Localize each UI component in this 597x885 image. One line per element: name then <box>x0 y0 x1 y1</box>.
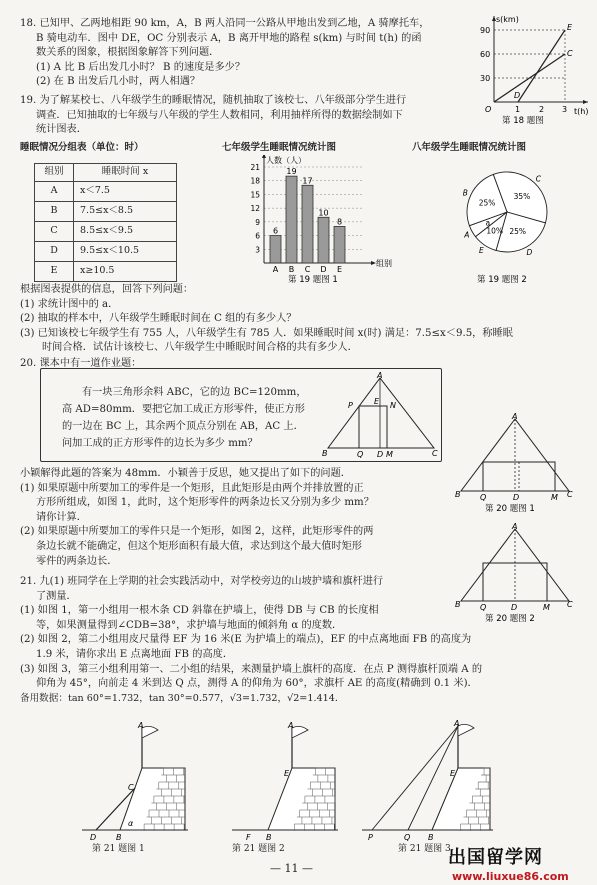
flag <box>292 726 308 738</box>
point-label: M <box>386 450 393 458</box>
bar-value-label: 8 <box>336 217 343 227</box>
table-row <box>35 202 177 222</box>
q18-line: (2) 在 B 出发后几小时，两人相遇？ <box>36 76 201 88</box>
y-tick-label: 18 <box>250 176 260 186</box>
q21-line: (3) 如图 3，第三小组利用第一、二小组的结果，来测量护墙上旗杆的高度．在点 P 测得旗杆顶端 A 的 <box>20 663 483 675</box>
table-row <box>35 262 177 282</box>
scroll-box-text <box>62 384 332 452</box>
table-cell: A <box>35 182 74 202</box>
point-label: P <box>348 401 353 410</box>
pie-category-label: A <box>464 230 470 240</box>
sleep-group-table <box>34 163 177 282</box>
table-cell: D <box>35 242 74 262</box>
bar-value-label: 17 <box>302 176 313 186</box>
bar <box>334 226 345 263</box>
pie-slice-label: 25% <box>509 227 527 237</box>
q20-line: (1) 如果原题中所要加工的零件是一个矩形，且此矩形是由两个并排放置的正 <box>20 482 364 494</box>
point-label: O <box>485 105 492 114</box>
q21-text <box>20 575 585 706</box>
tick-label: 60 <box>480 50 491 59</box>
bar <box>318 217 329 263</box>
q18-ylabel: s(km) <box>496 15 519 24</box>
x-tick-label: D <box>320 265 327 274</box>
q20-line: (2) 如果原题中所要加工的零件只是一个矩形，如图 2，这样，此矩形零件的两 <box>20 526 374 538</box>
point-label: Q <box>480 493 487 502</box>
table-cell: 8.5≤x＜9.5 <box>74 222 177 242</box>
table-cell: B <box>35 202 74 222</box>
q20-line: 零件的两条边长． <box>36 555 118 567</box>
q19-questions <box>20 283 580 356</box>
x-tick-label: C <box>304 265 311 274</box>
y-tick-label: 21 <box>250 163 260 172</box>
q18-caption: 第 18 题图 <box>502 116 544 125</box>
y-axis-label: 人数（人） <box>266 156 306 165</box>
q19-line: 调查．已知抽取的七年级与八年级的学生人数相同，利用抽样所得的数据绘制如下 <box>36 109 403 121</box>
q21-caption-2: 第 21 题图 2 <box>232 844 285 854</box>
wall <box>432 768 490 830</box>
point-label: E <box>374 397 380 406</box>
q21-figure-1 <box>80 720 190 855</box>
point-label: Q <box>357 450 364 458</box>
point-label: Q <box>480 603 487 612</box>
point-label: A <box>377 371 383 380</box>
point-label: A <box>454 719 460 728</box>
point-label: E <box>450 769 456 778</box>
table-cell: E <box>35 262 74 282</box>
point-label: D <box>377 450 384 458</box>
box-line: 高 AD=80mm．要把它加工成正方形零件，使正方形 <box>62 404 305 415</box>
table-row <box>35 222 177 242</box>
q21-caption-3: 第 21 题图 3 <box>398 844 451 854</box>
q20-figure-1 <box>455 413 575 513</box>
q19-line: (2) 抽取的样本中，八年级学生睡眠时间在 C 组的有多少人？ <box>20 313 297 325</box>
angle-label: α <box>128 819 134 828</box>
q19-line: 19. 为了解某校七、八年级学生的睡眠情况，随机抽取了该校七、八年级部分学生进行 <box>20 95 407 106</box>
pie-category-label: C <box>535 174 541 184</box>
box-line: 问加工成的正方形零件的边长为多少 mm？ <box>62 438 258 449</box>
q18-line: 18. 已知甲、乙两地相距 90 km，A，B 两人沿同一公路从甲地出发到乙地，A 骑摩托车， <box>20 18 430 29</box>
point-label: C <box>432 449 438 458</box>
point-label: B <box>322 449 328 458</box>
point-label: F <box>246 833 251 842</box>
q19-line: 根据图表提供的信息，回答下列问题： <box>20 284 194 295</box>
table-cell: 9.5≤x＜10.5 <box>74 242 177 262</box>
pie-slice-label: a <box>485 218 491 228</box>
q21-figure-2 <box>230 720 340 855</box>
point-label: C <box>567 600 573 609</box>
bar-value-label: 19 <box>286 167 297 177</box>
tick-label: 3 <box>562 105 568 114</box>
bar <box>270 236 281 263</box>
point-label: D <box>511 603 518 612</box>
q18-line: 数关系的图象，根据图象解答下列问题． <box>36 47 220 59</box>
point-label: D <box>514 91 521 100</box>
q21-figure-3 <box>360 718 495 855</box>
point-label: Q <box>404 833 411 842</box>
point-label: D <box>90 833 97 842</box>
bar <box>302 185 313 263</box>
q18-line: B 骑电动车．图中 DE，OC 分别表示 A，B 离开甲地的路程 s(km) 与时间 t(h) 的函 <box>36 32 422 44</box>
q19-line: (1) 求统计图中的 a． <box>20 298 119 310</box>
y-tick-label: 6 <box>255 231 260 241</box>
tick-label: 30 <box>480 74 491 83</box>
watermark-url: www.liuxue86.com <box>452 870 569 883</box>
table-cell: x≥10.5 <box>74 262 177 282</box>
point-label: B <box>455 490 461 499</box>
q19-line: (3) 已知该校七年级学生有 755 人，八年级学生有 785 人．如果睡眠时间 x(时) 满足：7.5≤x＜9.5，称睡眠 <box>20 327 513 339</box>
flag <box>458 724 474 736</box>
box-line: 有一块三角形余料 ABC，它的边 BC=120mm， <box>82 387 307 398</box>
q21-line: (2) 如图 2，第二小组用皮尺量得 EF 为 16 米(E 为护墙上的端点)，EF 的中点离地面 FB 的高度为 <box>20 634 472 646</box>
table-row <box>35 182 177 202</box>
tick-label: 90 <box>480 26 491 35</box>
point-label: P <box>368 833 373 842</box>
bar-chart-title: 七年级学生睡眠情况统计图 <box>222 142 337 153</box>
q20-line: 小颖解得此题的答案为 48mm．小颖善于反思，她又提出了如下的问题． <box>20 468 351 479</box>
point-label: C <box>567 49 573 58</box>
q21-line: (1) 如图 1，第一小组用一根木条 CD 斜靠在护墙上，使得 DB 与 CB 的长度相 <box>20 605 379 617</box>
x-tick-label: B <box>288 265 295 274</box>
table-cell: 7.5≤x＜8.5 <box>74 202 177 222</box>
pie-chart <box>455 160 585 285</box>
q20-body <box>20 467 460 569</box>
q21-line: 了测量． <box>36 590 77 602</box>
q20-box-figure <box>322 370 440 458</box>
page-number: — 11 — <box>270 862 313 875</box>
x-tick-label: E <box>336 265 343 274</box>
y-tick-label: 9 <box>255 217 260 227</box>
q21-line: 备用数据：tan 60°=1.732，tan 30°=0.577，√3=1.732，√2=1.414． <box>20 692 345 704</box>
flag <box>142 726 158 738</box>
q20-line: 方形所组成，如图 1，此时，这个矩形零件的两条边长又分别为多少 mm？ <box>36 497 374 509</box>
q19-line: 统计图表． <box>36 124 87 136</box>
point-label: E <box>567 23 573 32</box>
q20-head: 20. 课本中有一道作业题： <box>20 358 142 369</box>
pie-slice-label: 25% <box>478 198 496 208</box>
q18-text <box>20 17 470 90</box>
table-cell: x＜7.5 <box>74 182 177 202</box>
point-label: B <box>266 833 272 842</box>
q21-line: 1.9 米，请你求出 E 点离地面 FB 的高度． <box>36 648 234 660</box>
tick-label: 1 <box>515 105 521 114</box>
q21-caption-1: 第 21 题图 1 <box>92 844 145 854</box>
point-label: N <box>390 401 396 410</box>
q20-caption-1: 第 20 题图 1 <box>485 504 535 513</box>
point-label: B <box>455 600 461 609</box>
q20-line: 条边长就不能确定，但这个矩形面积有最大值，求达到这个最大值时矩形 <box>36 540 362 552</box>
point-label: M <box>543 603 550 612</box>
q20-line: 请你计算． <box>36 511 87 523</box>
pie-slice-label: 35% <box>513 191 531 201</box>
point-label: M <box>551 493 558 502</box>
bar-value-label: 10 <box>318 208 329 218</box>
point-label: B <box>116 833 122 842</box>
y-tick-label: 15 <box>250 190 260 200</box>
point-label: A <box>512 413 518 421</box>
q21-line: 等，如果测量得到∠CDB=38°，求护墙与地面的倾斜角 α 的度数． <box>36 619 343 631</box>
q19-line: 时间合格．试估计该校七、八年级学生中睡眠时间合格的共有多少人． <box>42 342 358 354</box>
x-tick-label: A <box>272 265 279 274</box>
table-header: 组别 <box>35 164 74 182</box>
bar-chart <box>238 155 398 285</box>
q18-xlabel: t(h) <box>574 107 589 116</box>
pie-slice-label: 10% <box>486 226 504 236</box>
pie-chart-title: 八年级学生睡眠情况统计图 <box>412 142 527 153</box>
q19-text <box>20 94 580 138</box>
q20-caption-2: 第 20 题图 2 <box>485 614 535 623</box>
watermark-title: 出国留学网 <box>448 847 543 868</box>
point-label: C <box>567 490 573 499</box>
pie-category-label: E <box>478 246 484 256</box>
table-title: 睡眠情况分组表（单位：时） <box>20 142 144 153</box>
bar <box>286 176 297 263</box>
bar-value-label: 6 <box>272 226 279 236</box>
pie-category-label: D <box>526 248 533 258</box>
point-label: E <box>284 769 290 778</box>
q21-line: 21. 九(1) 班同学在上学期的社会实践活动中，对学校旁边的山坡护墙和旗杆进行 <box>20 576 384 587</box>
pie-category-label: B <box>462 188 468 198</box>
point-label: A <box>288 721 294 730</box>
bar-chart-caption: 第 19 题图 1 <box>288 275 338 285</box>
q18-line: (1) A 比 B 后出发几小时？ B 的速度是多少？ <box>36 61 246 73</box>
y-tick-label: 3 <box>255 245 260 255</box>
y-tick-label: 12 <box>250 204 260 214</box>
table-cell: C <box>35 222 74 242</box>
table-header-row <box>35 164 177 182</box>
q21-line: 仰角为 45°，向前走 4 米到达 Q 点，测得 A 的仰角为 60°，求旗杆 AE 的高度(精确到 0.1 米)． <box>36 678 478 690</box>
pie-chart-caption: 第 19 题图 2 <box>477 275 527 285</box>
point-label: A <box>512 523 518 531</box>
point-label: A <box>138 721 144 730</box>
table-header: 睡眠时间 x <box>74 164 177 182</box>
tick-label: 2 <box>539 105 545 114</box>
x-axis-label: 组别 <box>376 259 392 268</box>
point-label: C <box>128 783 134 792</box>
table-row <box>35 242 177 262</box>
point-label: D <box>513 493 520 502</box>
point-label: B <box>428 833 434 842</box>
box-line: 的一边在 BC 上，其余两个顶点分别在 AB，AC 上． <box>62 421 304 432</box>
